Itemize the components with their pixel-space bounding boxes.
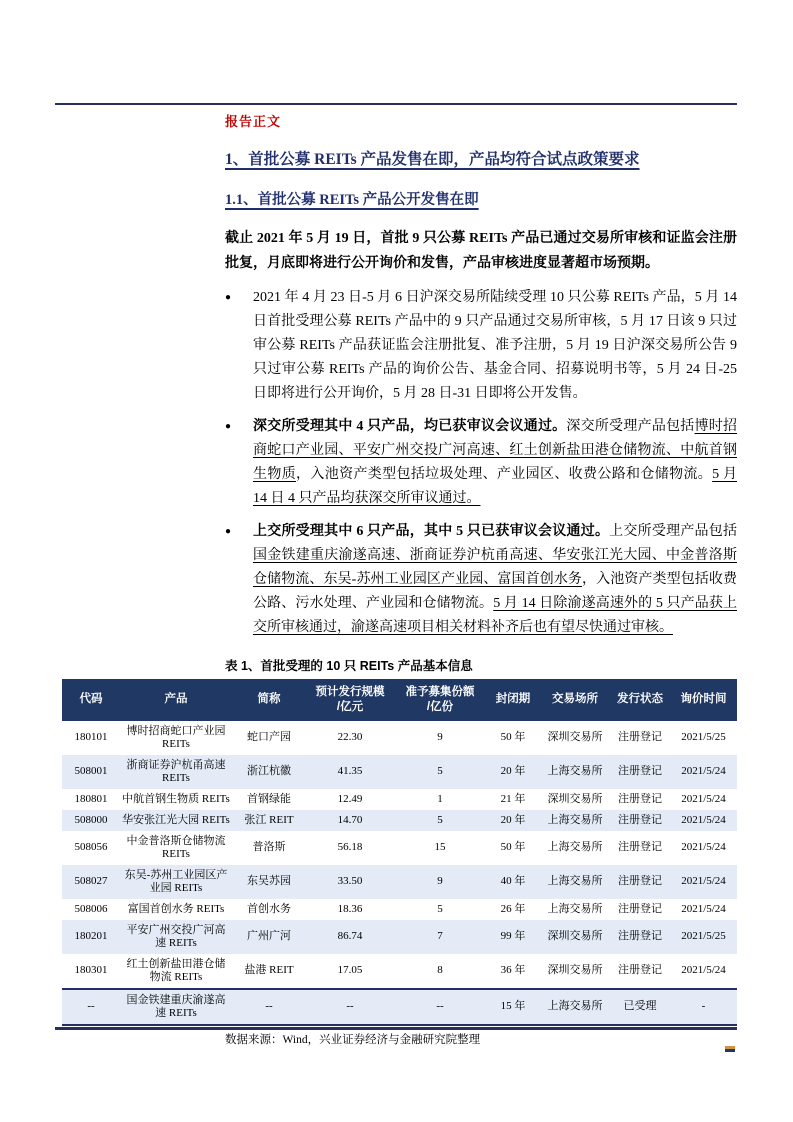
bullet-underlined-products: 国金铁建重庆渝遂高速、浙商证券沪杭甬高速、华安张江光大园、中金普洛斯仓储物流、东吴-苏州工业园区产业园、富国首创水务: [253, 548, 737, 587]
cell-abbr: 浙江杭徽: [247, 765, 291, 778]
cell-exchange: 上海交易所: [547, 1000, 603, 1013]
table-row: [62, 989, 737, 1025]
table-row: [62, 721, 737, 755]
table-block: [62, 656, 737, 1047]
cell-lockup-period: 21 年: [500, 792, 526, 805]
cell-product: 中航首钢生物质 REITs: [122, 792, 230, 805]
header-cell-code: 代码: [62, 679, 120, 721]
reits-table: [62, 679, 737, 1026]
cell-code: 508006: [74, 902, 108, 915]
cell-product: 富国首创水务 REITs: [127, 902, 225, 915]
cell-inquiry-date: -: [701, 1000, 706, 1013]
cell-approved-shares: 9: [437, 875, 443, 888]
header-cell-lockup-period: 封闭期: [486, 679, 540, 721]
cell-product: 国金铁建重庆渝遂高速 REITs: [126, 993, 226, 1019]
cell-issue-scale: 18.36: [337, 902, 363, 915]
cell-issue-scale: 41.35: [337, 765, 363, 778]
bullet-bold-lead: 上交所受理其中 6 只产品，其中 5 只已获审议会议通过。: [253, 524, 610, 539]
bullet-item: [225, 520, 737, 640]
cell-inquiry-date: 2021/5/24: [681, 875, 726, 888]
cell-lockup-period: 50 年: [500, 731, 526, 744]
table-row: [62, 899, 737, 920]
cell-code: 508027: [74, 875, 108, 888]
cell-inquiry-date: 2021/5/24: [681, 765, 726, 778]
cell-issue-status: 注册登记: [618, 902, 662, 915]
cell-lockup-period: 99 年: [500, 930, 526, 943]
cell-inquiry-date: 2021/5/24: [681, 813, 726, 826]
cell-code: 180201: [74, 930, 108, 943]
section-heading: 1、首批公募 REITs 产品发售在即，产品均符合试点政策要求: [225, 151, 640, 168]
cell-approved-shares: 9: [437, 731, 443, 744]
cell-approved-shares: 8: [437, 964, 443, 977]
cell-issue-scale: 12.49: [337, 792, 363, 805]
cell-lockup-period: 15 年: [500, 1000, 526, 1013]
cell-abbr: 东吴苏园: [247, 875, 291, 888]
header-cell-abbr: 简称: [232, 679, 306, 721]
bullet-list: [225, 286, 737, 640]
cell-issue-scale: 56.18: [337, 841, 363, 854]
cell-code: 180801: [74, 792, 108, 805]
header-cell-inquiry-date: 询价时间: [670, 679, 737, 721]
cell-abbr: 盐港 REIT: [244, 964, 294, 977]
bullet-text: [253, 415, 737, 511]
table-title: 表 1、首批受理的 10 只 REITs 产品基本信息: [225, 659, 473, 673]
cell-approved-shares: 5: [437, 765, 443, 778]
header-cell-exchange: 交易场所: [540, 679, 610, 721]
bullet-text: 2021 年 4 月 23 日-5 月 6 日沪深交易所陆续受理 10 只公募 REITs 产品，5 月 14 日首批受理公募 REITs 产品中的 9 只产品通过交易所审核，5 月 17 日该 9 只过审公募 REITs 产品获证监会注册批复、准予注册，5 月 19 日沪深交易所公告 9 只过审公募 REITs 产品的询价公告、基金合同、招募说明书等，5 月 24 日-25 日即将进行公开询价，5 月 28 日-31 日即将公开发售。: [253, 290, 737, 401]
header-cell-issue-status: 发行状态: [610, 679, 670, 721]
cell-approved-shares: 5: [437, 902, 443, 915]
cell-issue-status: 已受理: [623, 1000, 657, 1013]
bullet-underlined-products: 博时招商蛇口产业园、平安广州交投广河高速、红土创新盐田港仓储物流、中航首钢生物质: [253, 419, 738, 482]
bullet-underlined-conclusion: 5 月 14 日 4 只产品均获深交所审议通过。: [253, 467, 738, 506]
cell-code: 508001: [74, 765, 108, 778]
cell-approved-shares: 7: [437, 930, 443, 943]
cell-exchange: 上海交易所: [547, 841, 603, 854]
table-row: [62, 954, 737, 989]
cell-exchange: 上海交易所: [547, 813, 603, 826]
cell-lockup-period: 50 年: [500, 841, 526, 854]
cell-issue-scale: 17.05: [337, 964, 363, 977]
table-row: [62, 831, 737, 865]
cell-product: 浙商证券沪杭甬高速 REITs: [126, 758, 226, 784]
cell-abbr: 普洛斯: [252, 841, 286, 854]
cell-issue-scale: 33.50: [337, 875, 363, 888]
cell-inquiry-date: 2021/5/25: [681, 930, 726, 943]
cell-product: 中金普洛斯仓储物流 REITs: [126, 834, 226, 860]
cell-inquiry-date: 2021/5/25: [681, 731, 726, 744]
bullet-plain-text: 深交所受理产品包括: [566, 419, 695, 434]
cell-approved-shares: 5: [437, 813, 443, 826]
table-row: [62, 789, 737, 810]
cell-issue-status: 注册登记: [618, 841, 662, 854]
bullet-underlined-conclusion: 5 月 14 日除渝遂高速外的 5 只产品获上交所审核通过，渝遂高速项目相关材料补齐后也有望尽快通过审核。: [253, 596, 738, 635]
bullet-plain-text: ，入池资产类型包括垃圾处理、产业园区、收费公路和仓储物流。: [296, 467, 713, 482]
cell-code: 508000: [74, 813, 108, 826]
cell-lockup-period: 20 年: [500, 765, 526, 778]
cell-issue-scale: 14.70: [337, 813, 363, 826]
cell-inquiry-date: 2021/5/24: [681, 792, 726, 805]
cell-lockup-period: 20 年: [500, 813, 526, 826]
header-cell-approved-shares: 准予募集份额 /亿份: [394, 679, 486, 721]
cell-lockup-period: 36 年: [500, 964, 526, 977]
cell-inquiry-date: 2021/5/24: [681, 902, 726, 915]
table-row: [62, 810, 737, 831]
cell-lockup-period: 26 年: [500, 902, 526, 915]
cell-code: --: [87, 1000, 95, 1013]
cell-code: 180101: [74, 731, 108, 744]
cell-issue-status: 注册登记: [618, 930, 662, 943]
cell-abbr: 张江 REIT: [244, 813, 294, 826]
data-source-note: 数据来源：Wind，兴业证券经济与金融研究院整理: [225, 1033, 481, 1046]
bullet-bold-lead: 深交所受理其中 4 只产品，均已获审议会议通过。: [253, 419, 567, 434]
table-row: [62, 920, 737, 954]
lead-paragraph: 截止 2021 年 5 月 19 日，首批 9 只公募 REITs 产品已通过交易所审核和证监会注册批复，月底即将进行公开询价和发售，产品审核进度显著超市场预期。: [225, 231, 737, 271]
table-row: [62, 865, 737, 899]
bullet-icon: ●: [225, 421, 232, 432]
bullet-icon: ●: [225, 292, 232, 303]
subsection-heading: 1.1、首批公募 REITs 产品公开发售在即: [225, 192, 479, 208]
cell-code: 508056: [74, 841, 108, 854]
cell-inquiry-date: 2021/5/24: [681, 841, 726, 854]
cell-issue-status: 注册登记: [618, 875, 662, 888]
bottom-divider: [55, 1027, 737, 1030]
cell-inquiry-date: 2021/5/24: [681, 964, 726, 977]
report-body: [55, 105, 737, 1047]
cell-product: 博时招商蛇口产业园 REITs: [126, 724, 226, 750]
cell-issue-status: 注册登记: [618, 792, 662, 805]
cell-approved-shares: 1: [437, 792, 443, 805]
cell-exchange: 上海交易所: [547, 765, 603, 778]
cell-exchange: 深圳交易所: [547, 792, 603, 805]
cell-issue-scale: --: [346, 1000, 354, 1013]
header-cell-product: 产品: [120, 679, 232, 721]
cell-product: 华安张江光大园 REITs: [122, 813, 230, 826]
table-header-row: [62, 679, 737, 721]
cell-product: 东吴-苏州工业园区产业园 REITs: [124, 868, 228, 894]
bullet-icon: ●: [225, 526, 232, 537]
cell-exchange: 深圳交易所: [547, 731, 603, 744]
cell-issue-status: 注册登记: [618, 731, 662, 744]
bullet-item: [225, 415, 737, 511]
cell-approved-shares: --: [436, 1000, 444, 1013]
cell-exchange: 深圳交易所: [547, 964, 603, 977]
bullet-text: [253, 520, 737, 640]
cell-issue-status: 注册登记: [618, 765, 662, 778]
cell-abbr: --: [265, 1000, 273, 1013]
cell-exchange: 上海交易所: [547, 875, 603, 888]
header-cell-issue-scale: 预计发行规模 /亿元: [306, 679, 394, 721]
cell-abbr: 首钢绿能: [247, 792, 291, 805]
footer-mark-icon: [725, 1046, 735, 1052]
cell-product: 红土创新盐田港仓储物流 REITs: [126, 957, 226, 983]
cell-exchange: 上海交易所: [547, 902, 603, 915]
bullet-item: [225, 286, 737, 406]
cell-lockup-period: 40 年: [500, 875, 526, 888]
cell-issue-status: 注册登记: [618, 813, 662, 826]
cell-issue-status: 注册登记: [618, 964, 662, 977]
table-row: [62, 755, 737, 789]
bullet-plain-text: 上交所受理产品包括: [609, 524, 738, 539]
cell-approved-shares: 15: [434, 841, 446, 854]
cell-issue-scale: 22.30: [337, 731, 363, 744]
bullet-plain-text: ，入池资产类型包括收费公路、污水处理、产业园和仓储物流。: [253, 572, 737, 611]
cell-abbr: 蛇口产园: [247, 731, 291, 744]
cell-issue-scale: 86.74: [337, 930, 363, 943]
cell-exchange: 深圳交易所: [547, 930, 603, 943]
cell-code: 180301: [74, 964, 108, 977]
cell-abbr: 首创水务: [247, 902, 291, 915]
cell-product: 平安广州交投广河高速 REITs: [126, 923, 226, 949]
cell-abbr: 广州广河: [247, 930, 291, 943]
table-body: [62, 721, 737, 1025]
report-body-label: 报告正文: [225, 114, 282, 129]
